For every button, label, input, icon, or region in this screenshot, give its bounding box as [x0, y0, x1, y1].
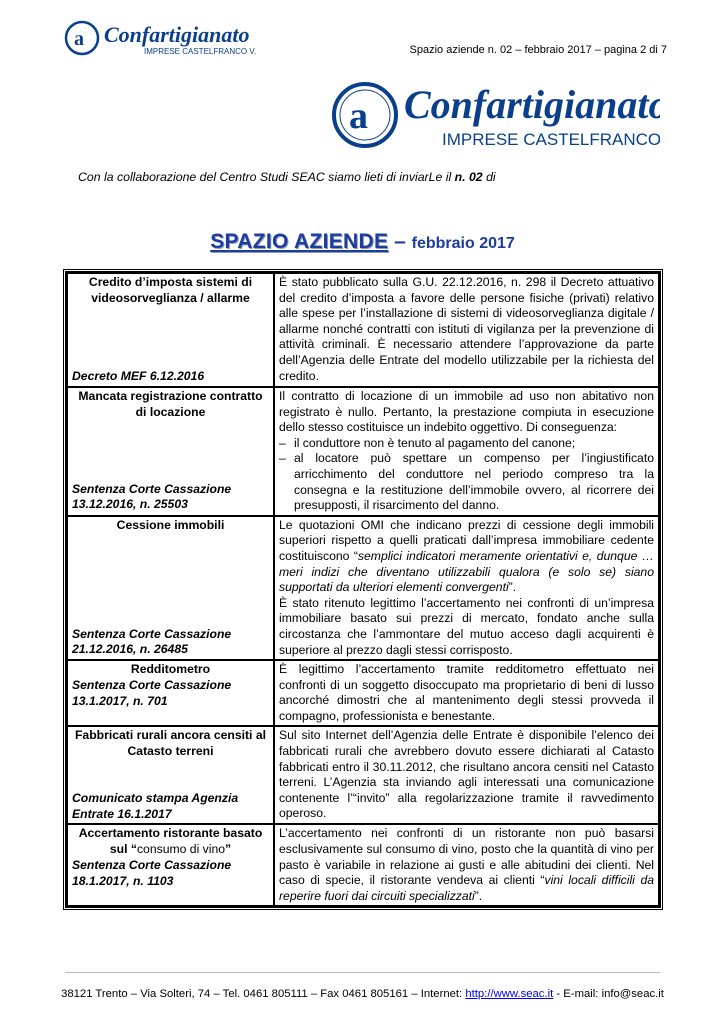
table-row	[67, 273, 659, 387]
header-logo	[64, 18, 294, 58]
topic-description: Sul sito Internet dell’Agenzia delle Entrate è disponibile l’elenco dei fabbricati rurali che avrebbero dovuto essere dichiarati al Catasto fabbricati entro il 30.11.2012, che risultano ancora censiti nel Catasto terreni. L’Agenzia sta inviando agli interessati una comunicazione contenente l’“invito” alla regolarizzazione tramite il ravvedimento operoso.	[274, 726, 659, 824]
topic-title: Fabbricati rurali ancora censiti al Catasto terreni	[74, 728, 266, 759]
topic-title: Credito d’imposta sistemi di videosorveglianza / allarme	[88, 275, 253, 305]
topic-reference: Decreto MEF 6.12.2016	[72, 369, 205, 384]
topic-description: Le quotazioni OMI che indicano prezzi di cessione degli immobili superiori rispetto a quelli praticati dall’impresa immobiliare cedente costituiscono “semplici indicatori meramente orientativi e, dunque … meri indizi che diventano utilizzabili qualora (e solo se) siano supportati da ulteriori elementi convergenti”. È stato ritenuto legittimo l’accertamento nei confronti di un’impresa immobiliare basato sui prezzi di mercato, fondato anche sulla circostanza che l’ammontare del mutuo acceso dagli acquirenti è superiore al prezzo dagli stessi corrisposto.	[274, 516, 659, 660]
topic-title: Redditometro	[130, 662, 211, 677]
topic-description: L’accertamento nei confronti di un ristorante non può basarsi esclusivamente sul consumo di vino, posto che la quantità di vino per pasto è variabile in relazione ai gusti e alle abitudini dei clienti. Nel caso di specie, il ristorante vendeva ai clienti “vini locali difficili da reperire fuori dai circuiti specializzati”.	[274, 824, 659, 906]
svg-text:a: a	[349, 95, 368, 137]
topic-reference: Sentenza Corte Cassazione 13.1.2017, n. 701	[72, 677, 232, 708]
topic-description: Il contratto di locazione di un immobile ad uso non abitativo non registrato è nullo. Pertanto, la prestazione compiuta in esecuzione dello stesso costituisce un indebito oggettivo. Di conseguenza: – il conduttore non è tenuto al pagamento del canone; – al locatore può spettare un compenso per l’ingiustificato arricchimento del conduttore nel periodo compreso tra la consegna e la restituzione dell’immobile ovvero, al ricorrere dei presupposti, il risarcimento del danno.	[274, 387, 659, 516]
main-logo-name: Confartigianato	[404, 82, 660, 127]
topic-reference: Comunicato stampa Agenzia Entrate 16.1.2017	[72, 791, 239, 821]
topic-cell	[67, 726, 274, 824]
page-info: Spazio aziende n. 02 – febbraio 2017 – pagina 2 di 7	[409, 44, 667, 56]
topic-title: Cessione immobili	[116, 517, 225, 532]
website-link[interactable]: http://www.seac.it	[465, 988, 554, 1000]
list-item: – al locatore può spettare un compenso per l’ingiustificato arricchimento del conduttore nel periodo compreso tra la consegna e la restituzione dell’immobile ovvero, al ricorrere dei presupposti, il risarcimento del danno.	[279, 451, 654, 513]
topic-reference: Sentenza Corte Cassazione 18.1.2017, n. 1103	[72, 858, 232, 888]
table-row	[67, 726, 659, 824]
topic-cell	[67, 824, 274, 906]
intro-text: Con la collaborazione del Centro Studi SEAC siamo lieti di inviarLe il n. 02 di	[78, 170, 496, 184]
topic-reference: Sentenza Corte Cassazione 21.12.2016, n. 26485	[72, 626, 232, 657]
main-logo	[330, 78, 660, 152]
footer: 38121 Trento – Via Solteri, 74 – Tel. 0461 805111 – Fax 0461 805161 – Internet: http://www.seac.it - E-mail: info@seac.it	[61, 988, 664, 1000]
topic-cell	[67, 660, 274, 726]
main-logo-sub: IMPRESE CASTELFRANCO V.	[442, 130, 660, 149]
table-row	[67, 824, 659, 906]
topic-cell	[67, 273, 274, 387]
svg-text:a: a	[74, 28, 84, 50]
topic-reference: Sentenza Corte Cassazione 13.12.2016, n. 25503	[72, 481, 232, 512]
header-logo-sub: IMPRESE CASTELFRANCO V.	[144, 47, 257, 56]
footer-divider	[65, 972, 660, 973]
table-row	[67, 516, 659, 660]
topic-cell	[67, 387, 274, 516]
table-row	[67, 660, 659, 726]
topic-cell	[67, 516, 274, 660]
page-title: SPAZIO AZIENDE – febbraio 2017	[210, 230, 515, 253]
topic-description: È stato pubblicato sulla G.U. 22.12.2016, n. 298 il Decreto attuativo del credito d’imposta a favore delle persone fisiche (privati) relativo alle spese per l’installazione di sistemi di videosorveglianza digitale / allarme nonché contratti con istituti di vigilanza per la prevenzione di attività criminali. È necessario attendere l’approvazione da parte dell’Agenzia delle Entrate del modello utilizzabile per la richiesta del credito.	[274, 273, 659, 387]
table-row	[67, 387, 659, 516]
topic-title: Accertamento ristorante basato sul “consumo di vino”	[78, 826, 263, 857]
topic-title: Mancata registrazione contratto di locazione	[78, 389, 263, 419]
topic-description: È legittimo l’accertamento tramite redditometro effettuato nei confronti di un soggetto disoccupato ma proprietario di beni di lusso ancorché dimostri che al mantenimento degli stessi provveda il compagno, professionista e benestante.	[274, 660, 659, 726]
news-table	[65, 271, 661, 908]
list-item: – il conduttore non è tenuto al pagamento del canone;	[279, 435, 576, 450]
header-logo-name: Confartigianato	[104, 22, 250, 47]
